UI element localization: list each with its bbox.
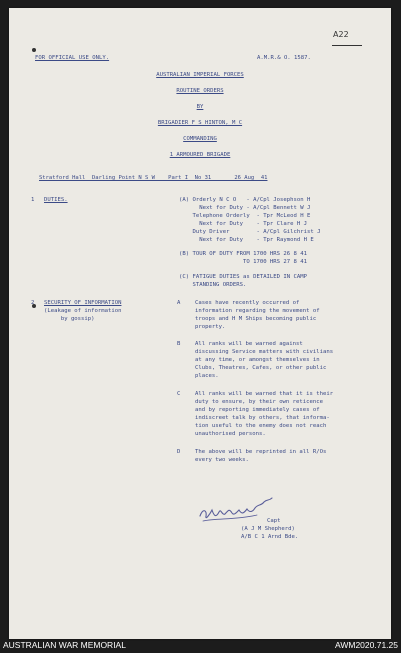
paragraph-line: discussing Service matters with civilians	[195, 349, 334, 355]
by-line: BY	[196, 104, 204, 110]
paragraph-line: All ranks will be warned that it is their	[195, 391, 334, 397]
section-title-security: SECURITY OF INFORMATION	[44, 300, 122, 306]
reference-underline	[332, 45, 362, 46]
fatigue-line: (C) FATIGUE DUTIES as DETAILED IN CAMP	[179, 274, 307, 280]
handwritten-reference: A22	[333, 30, 349, 39]
paragraph-line: Clubs, Theatres, Cafes, or other public	[195, 365, 327, 371]
footer-institution: AUSTRALIAN WAR MEMORIAL	[3, 640, 126, 650]
signature-appointment: A/B C 1 Arnd Bde.	[241, 534, 299, 540]
punch-hole-icon	[32, 48, 36, 52]
paragraph-line: every two weeks.	[195, 457, 249, 463]
section-number: 2	[31, 300, 35, 306]
paragraph-line: property.	[195, 324, 226, 330]
section-title-duties: DUTIES.	[44, 197, 68, 203]
fatigue-line: STANDING ORDERS.	[179, 282, 247, 288]
section-subtitle: by gossip)	[44, 316, 95, 322]
paragraph-line: duty to ensure, by their own reticence	[195, 399, 323, 405]
commanding-officer: BRIGADIER F S HINTON, M C	[157, 120, 243, 126]
roster-line: Next for Duty - Tpr Raymond H E	[179, 237, 314, 243]
paragraph-line: All ranks will be warned against	[195, 341, 303, 347]
roster-line: Next for Duty - A/Cpl Bennett W J	[179, 205, 311, 211]
paragraph-letter: C	[177, 391, 181, 397]
footer-accession-number: AWM2020.71.25	[335, 640, 398, 650]
organisation-heading: AUSTRALIAN IMPERIAL FORCES	[156, 72, 244, 78]
paragraph-line: information regarding the movement of	[195, 308, 320, 314]
section-subtitle: (Leakage of information	[44, 308, 122, 314]
unit-name: 1 ARMOURED BRIGADE	[169, 152, 231, 158]
handwritten-signature	[197, 494, 275, 528]
paragraph-line: unauthorised persons.	[195, 431, 266, 437]
officer-role: COMMANDING	[183, 136, 217, 142]
paragraph-line: troops and H M Ships becoming public	[195, 316, 317, 322]
roster-line: (A) Orderly N C O - A/Cpl Josephson H	[179, 197, 311, 203]
form-number: A.M.R.& O. 1587.	[257, 55, 311, 61]
roster-line: Telephone Orderly - Tpr McLeod H E	[179, 213, 311, 219]
paragraph-letter: B	[177, 341, 181, 347]
place-date-line: Stratford Hall Darling Point N S W Part I No 31 26 Aug 41	[39, 175, 268, 181]
tour-of-duty-line: TO 1700 HRS 27 8 41	[179, 259, 307, 265]
roster-line: Duty Driver - A/Cpl Gilchrist J	[179, 229, 321, 235]
paragraph-line: indiscreet talk by others, that informa-	[195, 415, 330, 421]
classification: FOR OFFICIAL USE ONLY.	[35, 55, 110, 61]
document-page	[9, 8, 391, 639]
paragraph-letter: D	[177, 449, 181, 455]
document-title: ROUTINE ORDERS	[176, 88, 224, 94]
paragraph-line: Cases have recently occurred of	[195, 300, 300, 306]
signature-rank: Capt	[267, 518, 281, 524]
signature-name: (A J M Shepherd)	[241, 526, 295, 532]
paragraph-line: tion useful to the enemy does not reach	[195, 423, 327, 429]
paragraph-line: The above will be reprinted in all R/Os	[195, 449, 327, 455]
paragraph-line: places.	[195, 373, 219, 379]
paragraph-line: at any time, or amongst themselves in	[195, 357, 320, 363]
paragraph-line: and by reporting immediately cases of	[195, 407, 320, 413]
section-number: 1	[31, 197, 35, 203]
roster-line: Next for Duty - Tpr Clare H J	[179, 221, 307, 227]
tour-of-duty-line: (B) TOUR OF DUTY FROM 1700 HRS 26 8 41	[179, 251, 307, 257]
paragraph-letter: A	[177, 300, 181, 306]
